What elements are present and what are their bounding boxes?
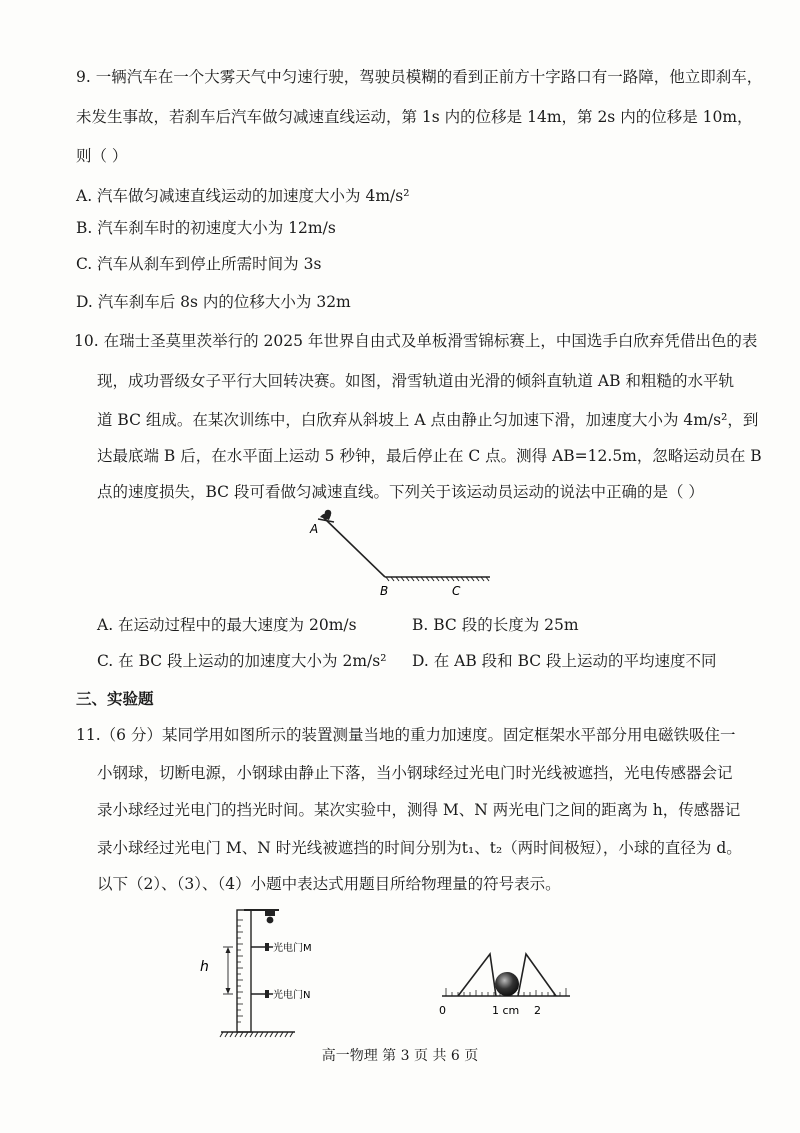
skier-icon — [318, 510, 334, 522]
scale-tick-2: 2 — [534, 1004, 541, 1017]
q11-line-3: 录小球经过光电门的挡光时间。某次实验中，测得 M、N 两光电门之间的距离为 h，传感器记 — [97, 801, 741, 819]
q11-line-4: 录小球经过光电门 M、N 时光线被遮挡的时间分别为t₁、t₂（两时间极短），小球的直径为 d。 — [97, 839, 742, 857]
q9-option-c: C. 汽车从刹车到停止所需时间为 3s — [76, 255, 322, 273]
label-c: C — [452, 584, 461, 598]
q10-line-3: 道 BC 组成。在某次训练中，白欣弃从斜坡上 A 点由静止匀加速下滑，加速度大小为 4m/s²，到 — [97, 411, 759, 429]
q10-line-2: 现，成功晋级女子平行大回转决赛。如图，滑雪轨道由光滑的倾斜直轨道 AB 和粗糙的水平轨 — [97, 372, 734, 390]
q11-line-1: 11.（6 分）某同学用如图所示的装置测量当地的重力加速度。固定框架水平部分用电磁铁吸住一 — [76, 726, 736, 744]
q11-line-5: 以下（2）、（3）、（4）小题中表达式用题目所给物理量的符号表示。 — [97, 875, 561, 893]
q11-line-2: 小钢球，切断电源，小钢球由静止下落，当小钢球经过光电门时光线被遮挡，光电传感器会记 — [97, 764, 733, 782]
ski-slope-diagram — [300, 505, 500, 601]
scale-tick-0: 0 — [439, 1004, 446, 1017]
page-footer: 高一物理 第 3 页 共 6 页 — [321, 1048, 479, 1064]
q10-option-d: D. 在 AB 段和 BC 段上运动的平均速度不同 — [412, 652, 717, 670]
q10-option-b: B. BC 段的长度为 25m — [412, 616, 579, 634]
q10-line-5: 点的速度损失，BC 段可看做匀减速直线。下列关于该运动员运动的说法中正确的是（ ） — [97, 483, 704, 501]
q9-line-1: 9. 一辆汽车在一个大雾天气中匀速行驶，驾驶员模糊的看到正前方十字路口有一路障，他立即刹车， — [76, 68, 763, 86]
label-h: h — [200, 959, 209, 975]
q9-option-b: B. 汽车刹车时的初速度大小为 12m/s — [76, 219, 336, 237]
q10-option-a: A. 在运动过程中的最大速度为 20m/s — [97, 616, 357, 634]
q9-line-2: 未发生事故，若刹车后汽车做匀减速直线运动，第 1s 内的位移是 14m，第 2s 内的位移是 10m， — [76, 108, 753, 126]
q10-line-1: 10. 在瑞士圣莫里茨举行的 2025 年世界自由式及单板滑雪锦标赛上，中国选手白欣弃凭借出色的表 — [74, 332, 758, 350]
ball-icon — [495, 972, 519, 996]
scale-tick-1cm: 1 cm — [492, 1004, 520, 1017]
label-gate-m: 光电门M — [273, 943, 312, 954]
electromagnet-icon — [265, 910, 275, 916]
label-b: B — [380, 584, 389, 598]
section-title: 三、实验题 — [76, 689, 154, 708]
photogate-apparatus-diagram — [195, 900, 325, 1040]
q9-option-a: A. 汽车做匀减速直线运动的加速度大小为 4m/s² — [76, 187, 410, 205]
label-a: A — [310, 522, 319, 536]
q9-line-3: 则（ ） — [76, 147, 128, 165]
label-gate-n: 光电门N — [273, 990, 311, 1001]
q9-option-d: D. 汽车刹车后 8s 内的位移大小为 32m — [76, 293, 351, 311]
ball-diameter-measurement-diagram — [430, 940, 580, 1025]
q10-line-4: 达最底端 B 后，在水平面上运动 5 秒钟，最后停止在 C 点。测得 AB=12.5m，忽略运动员在 B — [97, 447, 762, 465]
q10-option-c: C. 在 BC 段上运动的加速度大小为 2m/s² — [97, 652, 387, 670]
steel-ball-icon — [267, 917, 274, 924]
